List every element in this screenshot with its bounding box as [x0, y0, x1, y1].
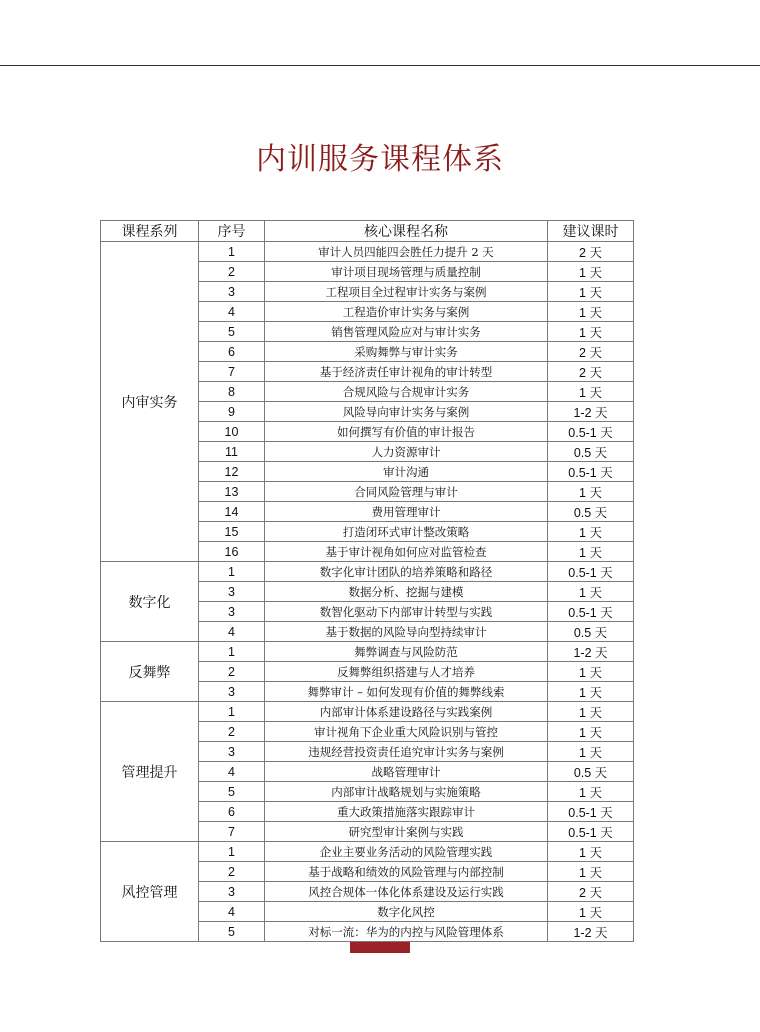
course-name: 违规经营投资责任追究审计实务与案例 — [265, 742, 548, 762]
course-number: 9 — [199, 402, 265, 422]
course-number: 4 — [199, 762, 265, 782]
page-title: 内训服务课程体系 — [256, 142, 504, 177]
course-name: 舞弊调查与风险防范 — [265, 642, 548, 662]
course-duration: 1 天 — [548, 902, 634, 922]
course-duration: 0.5-1 天 — [548, 602, 634, 622]
course-name: 内部审计体系建设路径与实践案例 — [265, 702, 548, 722]
course-duration: 1 天 — [548, 302, 634, 322]
course-duration: 1-2 天 — [548, 642, 634, 662]
course-duration: 1 天 — [548, 862, 634, 882]
course-number: 12 — [199, 462, 265, 482]
course-number: 11 — [199, 442, 265, 462]
course-name: 采购舞弊与审计实务 — [265, 342, 548, 362]
course-duration: 1 天 — [548, 322, 634, 342]
course-name: 审计人员四能四会胜任力提升 2 天 — [265, 242, 548, 262]
top-rule — [0, 65, 760, 66]
course-duration: 1 天 — [548, 842, 634, 862]
course-number: 1 — [199, 842, 265, 862]
course-duration: 0.5-1 天 — [548, 462, 634, 482]
course-name: 数字化审计团队的培养策略和路径 — [265, 562, 548, 582]
course-name: 数智化驱动下内部审计转型与实践 — [265, 602, 548, 622]
course-name: 战略管理审计 — [265, 762, 548, 782]
course-duration: 1-2 天 — [548, 922, 634, 942]
course-name: 反舞弊组织搭建与人才培养 — [265, 662, 548, 682]
course-duration: 0.5-1 天 — [548, 822, 634, 842]
course-name: 审计沟通 — [265, 462, 548, 482]
course-number: 2 — [199, 262, 265, 282]
course-number: 13 — [199, 482, 265, 502]
series-cell: 管理提升 — [101, 702, 199, 842]
series-cell: 内审实务 — [101, 242, 199, 562]
course-name: 人力资源审计 — [265, 442, 548, 462]
course-name: 费用管理审计 — [265, 502, 548, 522]
course-number: 10 — [199, 422, 265, 442]
course-table-body — [101, 242, 634, 942]
course-duration: 1 天 — [548, 542, 634, 562]
course-number: 2 — [199, 662, 265, 682]
course-duration: 2 天 — [548, 882, 634, 902]
course-name: 审计项目现场管理与质量控制 — [265, 262, 548, 282]
course-name: 数字化风控 — [265, 902, 548, 922]
course-duration: 0.5 天 — [548, 502, 634, 522]
course-name: 工程造价审计实务与案例 — [265, 302, 548, 322]
course-number: 3 — [199, 682, 265, 702]
course-duration: 0.5 天 — [548, 442, 634, 462]
course-number: 3 — [199, 582, 265, 602]
table-row — [101, 702, 634, 722]
course-number: 4 — [199, 902, 265, 922]
course-number: 7 — [199, 822, 265, 842]
series-cell: 反舞弊 — [101, 642, 199, 702]
course-number: 3 — [199, 282, 265, 302]
header-course-name: 核心课程名称 — [265, 221, 548, 242]
course-name: 基于经济责任审计视角的审计转型 — [265, 362, 548, 382]
course-duration: 1-2 天 — [548, 402, 634, 422]
course-duration: 0.5 天 — [548, 762, 634, 782]
course-name: 内部审计战略规划与实施策略 — [265, 782, 548, 802]
series-cell: 风控管理 — [101, 842, 199, 942]
course-name: 重大政策措施落实跟踪审计 — [265, 802, 548, 822]
course-number: 1 — [199, 702, 265, 722]
course-duration: 1 天 — [548, 702, 634, 722]
course-duration: 2 天 — [548, 242, 634, 262]
course-duration: 1 天 — [548, 262, 634, 282]
course-name: 销售管理风险应对与审计实务 — [265, 322, 548, 342]
course-number: 15 — [199, 522, 265, 542]
course-number: 7 — [199, 362, 265, 382]
series-cell: 数字化 — [101, 562, 199, 642]
course-name: 合同风险管理与审计 — [265, 482, 548, 502]
course-number: 3 — [199, 602, 265, 622]
course-duration: 2 天 — [548, 362, 634, 382]
course-duration: 1 天 — [548, 742, 634, 762]
course-duration: 1 天 — [548, 682, 634, 702]
course-duration: 0.5-1 天 — [548, 422, 634, 442]
course-name: 基于数据的风险导向型持续审计 — [265, 622, 548, 642]
course-number: 2 — [199, 722, 265, 742]
table-header-row — [101, 221, 634, 242]
course-number: 2 — [199, 862, 265, 882]
course-number: 8 — [199, 382, 265, 402]
course-number: 3 — [199, 882, 265, 902]
table-row — [101, 842, 634, 862]
table-row — [101, 242, 634, 262]
course-number: 16 — [199, 542, 265, 562]
course-duration: 1 天 — [548, 282, 634, 302]
course-duration: 1 天 — [548, 582, 634, 602]
header-series: 课程系列 — [101, 221, 199, 242]
course-number: 1 — [199, 642, 265, 662]
course-name: 打造闭环式审计整改策略 — [265, 522, 548, 542]
course-name: 企业主要业务活动的风险管理实践 — [265, 842, 548, 862]
course-duration: 1 天 — [548, 662, 634, 682]
course-name: 风险导向审计实务与案例 — [265, 402, 548, 422]
course-duration: 1 天 — [548, 482, 634, 502]
course-name: 风控合规体一体化体系建设及运行实践 — [265, 882, 548, 902]
course-number: 6 — [199, 802, 265, 822]
course-name: 基于战略和绩效的风险管理与内部控制 — [265, 862, 548, 882]
course-name: 工程项目全过程审计实务与案例 — [265, 282, 548, 302]
page-tab-marker — [350, 942, 410, 953]
course-table — [100, 220, 634, 942]
course-duration: 2 天 — [548, 342, 634, 362]
course-duration: 0.5-1 天 — [548, 562, 634, 582]
course-name: 舞弊审计 – 如何发现有价值的舞弊线索 — [265, 682, 548, 702]
course-number: 14 — [199, 502, 265, 522]
course-name: 数据分析、挖掘与建模 — [265, 582, 548, 602]
course-name: 研究型审计案例与实践 — [265, 822, 548, 842]
course-number: 1 — [199, 242, 265, 262]
course-number: 1 — [199, 562, 265, 582]
course-duration: 1 天 — [548, 722, 634, 742]
course-name: 合规风险与合规审计实务 — [265, 382, 548, 402]
course-number: 5 — [199, 922, 265, 942]
course-number: 4 — [199, 622, 265, 642]
course-number: 6 — [199, 342, 265, 362]
course-number: 4 — [199, 302, 265, 322]
course-name: 基于审计视角如何应对监管检查 — [265, 542, 548, 562]
course-duration: 1 天 — [548, 382, 634, 402]
header-number: 序号 — [199, 221, 265, 242]
course-duration: 0.5 天 — [548, 622, 634, 642]
course-duration: 1 天 — [548, 522, 634, 542]
course-name: 如何撰写有价值的审计报告 — [265, 422, 548, 442]
header-duration: 建议课时 — [548, 221, 634, 242]
course-number: 5 — [199, 322, 265, 342]
course-number: 5 — [199, 782, 265, 802]
course-name: 对标一流：华为的内控与风险管理体系 — [265, 922, 548, 942]
course-duration: 0.5-1 天 — [548, 802, 634, 822]
course-duration: 1 天 — [548, 782, 634, 802]
course-number: 3 — [199, 742, 265, 762]
course-name: 审计视角下企业重大风险识别与管控 — [265, 722, 548, 742]
table-row — [101, 642, 634, 662]
table-row — [101, 562, 634, 582]
